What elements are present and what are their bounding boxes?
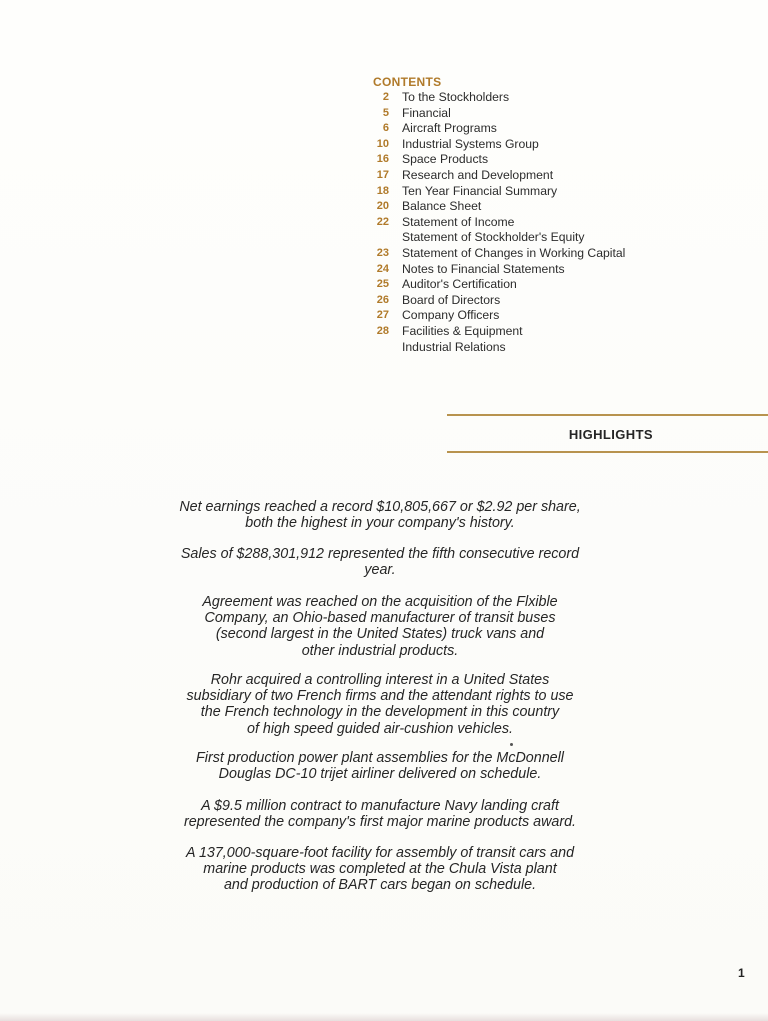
contents-item-label: Space Products xyxy=(402,152,489,167)
contents-item xyxy=(373,199,753,215)
contents-page-number: 18 xyxy=(376,184,389,197)
highlight-navy-contract xyxy=(120,798,640,830)
contents-item xyxy=(373,137,753,153)
contents-item-label: Financial xyxy=(402,105,451,120)
highlight-line: both the highest in your company's history. xyxy=(245,515,515,532)
contents-item-label: Auditor's Certification xyxy=(402,277,517,292)
contents-item xyxy=(373,106,753,122)
contents-item xyxy=(373,184,753,200)
contents-page-number: 24 xyxy=(376,262,389,275)
contents-page-number xyxy=(373,230,389,246)
highlight-line: Sales of $288,301,912 represented the fifth consecutive record xyxy=(180,546,580,562)
highlight-line: Rohr acquired a controlling interest in a United States xyxy=(210,672,550,688)
contents-item xyxy=(373,308,753,324)
contents-item xyxy=(373,277,753,293)
contents-page-number xyxy=(373,340,389,356)
highlight-line: marine products was completed at the Chula Vista plant xyxy=(203,861,557,878)
highlight-line: the French technology in the development in this country xyxy=(200,704,560,721)
contents-page-number: 26 xyxy=(376,293,389,306)
contents-item xyxy=(373,324,753,340)
contents-item-label: Industrial Systems Group xyxy=(402,136,539,151)
highlight-line: and production of BART cars began on schedule. xyxy=(223,877,537,894)
highlight-line: year. xyxy=(364,562,396,579)
contents-item-label: Research and Development xyxy=(402,167,554,182)
highlights-header xyxy=(447,414,768,454)
contents-page-number: 6 xyxy=(382,122,389,135)
highlight-line: Agreement was reached on the acquisition of the Flxible xyxy=(202,594,558,610)
contents-item-label: Industrial Relations xyxy=(402,339,506,354)
contents-item xyxy=(373,121,753,137)
contents-item xyxy=(373,168,753,184)
contents-item xyxy=(373,293,753,309)
page-number: 1 xyxy=(738,966,745,980)
contents-page-number: 2 xyxy=(382,91,389,103)
contents-item-label: Balance Sheet xyxy=(402,199,482,214)
contents-page-number: 16 xyxy=(376,153,389,166)
highlight-air-cushion xyxy=(120,672,640,737)
contents-item xyxy=(373,230,753,246)
highlight-line: (second largest in the United States) truck vans and xyxy=(215,626,545,643)
highlight-line: Net earnings reached a record $10,805,667 or $2.92 per share, xyxy=(179,499,581,515)
contents-item xyxy=(373,90,753,106)
highlights-top-rule xyxy=(447,414,768,416)
contents-list xyxy=(373,90,753,355)
contents-item-label: Statement of Income xyxy=(402,214,515,229)
highlight-line: subsidiary of two French firms and the attendant rights to use xyxy=(186,688,574,705)
contents-page-number: 28 xyxy=(376,324,389,337)
contents-page-number: 27 xyxy=(376,309,389,322)
highlight-line: A 137,000-square-foot facility for assembly of transit cars and xyxy=(185,845,575,861)
contents-section xyxy=(373,75,753,355)
contents-page-number: 23 xyxy=(376,246,389,259)
highlight-line: other industrial products. xyxy=(301,642,459,659)
contents-page-number: 22 xyxy=(376,215,389,228)
contents-title: CONTENTS xyxy=(373,75,442,89)
contents-page-number: 5 xyxy=(382,106,389,119)
highlights-title: HIGHLIGHTS xyxy=(568,427,653,442)
ink-speck xyxy=(510,743,513,746)
highlight-line: represented the company's first major marine products award. xyxy=(183,814,577,831)
highlight-dc10 xyxy=(120,750,640,782)
contents-item-label: Statement of Stockholder's Equity xyxy=(402,230,585,245)
contents-item-label: Company Officers xyxy=(402,308,500,323)
contents-page-number: 10 xyxy=(376,137,389,150)
page-edge-shadow xyxy=(0,1013,768,1021)
contents-item-label: To the Stockholders xyxy=(402,90,510,104)
contents-item-label: Statement of Changes in Working Capital xyxy=(402,245,626,260)
highlight-chula-vista xyxy=(120,845,640,894)
highlight-line: of high speed guided air-cushion vehicles. xyxy=(247,720,513,737)
contents-item-label: Facilities & Equipment xyxy=(402,323,523,338)
contents-item-label: Board of Directors xyxy=(402,292,501,307)
contents-page-number: 25 xyxy=(376,278,389,291)
contents-item xyxy=(373,215,753,231)
contents-page-number: 17 xyxy=(376,168,389,181)
highlight-line: A $9.5 million contract to manufacture Navy landing craft xyxy=(201,798,559,814)
contents-item xyxy=(373,262,753,278)
contents-item-label: Aircraft Programs xyxy=(402,121,497,136)
contents-item xyxy=(373,152,753,168)
highlight-sales xyxy=(120,546,640,578)
contents-item xyxy=(373,246,753,262)
contents-item xyxy=(373,340,753,356)
contents-item-label: Notes to Financial Statements xyxy=(402,261,565,276)
highlight-line: Douglas DC-10 trijet airliner delivered on schedule. xyxy=(218,766,542,783)
highlight-net-earnings xyxy=(120,499,640,531)
highlight-line: Company, an Ohio-based manufacturer of transit buses xyxy=(204,610,556,627)
highlight-line: First production power plant assemblies for the McDonnell xyxy=(196,750,564,766)
highlights-bottom-rule xyxy=(447,451,768,453)
contents-item-label: Ten Year Financial Summary xyxy=(402,183,558,198)
highlight-flxible-acquisition xyxy=(120,594,640,659)
contents-page-number: 20 xyxy=(376,200,389,213)
